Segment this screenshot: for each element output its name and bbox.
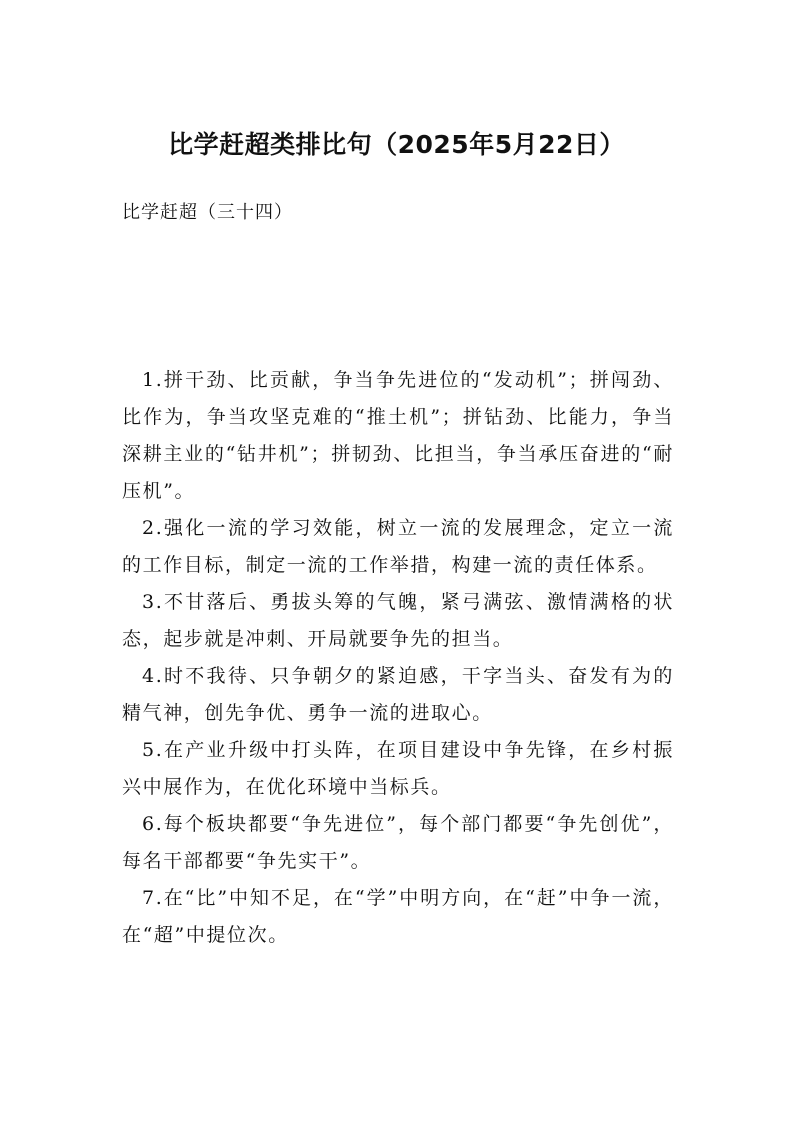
paragraph-2: 2.强化一流的学习效能，树立一流的发展理念，定立一流的工作目标，制定一流的工作举措，构建一流的责任体系。 [122, 517, 674, 576]
paragraph-3: 3.不甘落后、勇拔头筹的气魄，紧弓满弦、激情满格的状态，起步就是冲刺、开局就要争先的担当。 [122, 591, 674, 650]
paragraph-6: 6.每个板块都要“争先进位”，每个部门都要“争先创优”，每名干部都要“争先实干”。 [122, 813, 674, 872]
document-body [122, 362, 674, 954]
document-title: 比学赶超类排比句（2025年5月22日） [168, 130, 625, 159]
paragraph-1: 1.拼干劲、比贡献，争当争先进位的“发动机”；拼闯劲、比作为，争当攻坚克难的“推土机”；拼钻劲、比能力，争当深耕主业的“钻井机”；拼韧劲、比担当，争当承压奋进的“耐压机”。 [122, 369, 674, 502]
document-subtitle: 比学赶超（三十四） [122, 202, 293, 223]
paragraph-7: 7.在“比”中知不足，在“学”中明方向，在“赶”中争一流，在“超”中提位次。 [122, 887, 674, 946]
paragraph-4: 4.时不我待、只争朝夕的紧迫感，干字当头、奋发有为的精气神，创先争优、勇争一流的进取心。 [122, 665, 674, 724]
paragraph-5: 5.在产业升级中打头阵，在项目建设中争先锋，在乡村振兴中展作为，在优化环境中当标兵。 [122, 739, 674, 798]
